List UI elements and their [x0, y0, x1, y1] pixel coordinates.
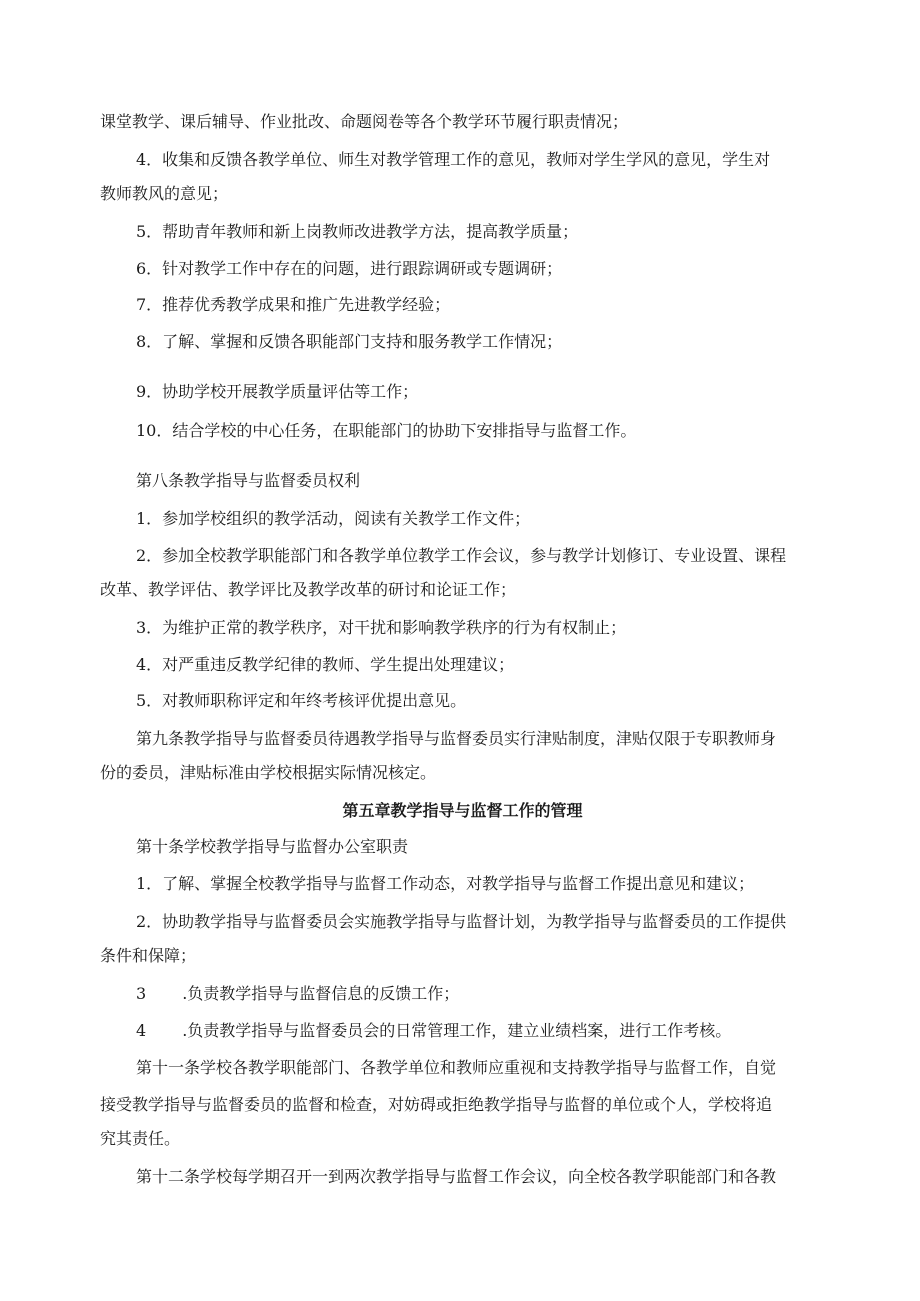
- list-item-5: 5．帮助青年教师和新上岗教师改进教学方法，提高教学质量；: [136, 222, 579, 241]
- list-item-5: 5．对教师职称评定和年终考核评优提出意见。: [136, 691, 467, 710]
- list-item-1: 1．了解、掌握全校教学指导与监督工作动态，对教学指导与监督工作提出意见和建议；: [136, 874, 755, 893]
- article-10-title: 第十条学校教学指导与监督办公室职责: [136, 837, 409, 856]
- list-item-10: 10．结合学校的中心任务，在职能部门的协助下安排指导与监督工作。: [136, 421, 637, 440]
- paragraph-line: 条件和保障；: [100, 946, 197, 965]
- paragraph-line: 教师教风的意见；: [100, 184, 229, 203]
- list-number: 3: [136, 984, 147, 1003]
- paragraph-line: 课堂教学、课后辅导、作业批改、命题阅卷等各个教学环节履行职责情况；: [100, 112, 629, 131]
- paragraph-line: 改革、教学评估、教学评比及教学改革的研讨和论证工作；: [100, 580, 517, 599]
- list-text: .负责教学指导与监督信息的反馈工作；: [182, 984, 460, 1003]
- list-item-4: [136, 1020, 825, 1042]
- paragraph-line: 究其责任。: [100, 1129, 181, 1148]
- list-item-3: 3．为维护正常的教学秩序，对干扰和影响教学秩序的行为有权制止；: [136, 618, 627, 637]
- list-item-6: 6．针对教学工作中存在的问题，进行跟踪调研或专题调研；: [136, 259, 563, 278]
- article-9-paragraph: 第九条教学指导与监督委员待遇教学指导与监督委员实行津贴制度，津贴仅限于专职教师身: [136, 729, 777, 748]
- paragraph-line: 份的委员，津贴标准由学校根据实际情况核定。: [100, 763, 437, 782]
- list-item-3: [136, 983, 825, 1005]
- article-12-paragraph: 第十二条学校每学期召开一到两次教学指导与监督工作会议，向全校各教学职能部门和各教: [136, 1167, 777, 1186]
- list-item-8: 8．了解、掌握和反馈各职能部门支持和服务教学工作情况；: [136, 332, 563, 351]
- list-item-1: 1．参加学校组织的教学活动，阅读有关教学工作文件；: [136, 509, 531, 528]
- list-item-2: 2．协助教学指导与监督委员会实施教学指导与监督计划，为教学指导与监督委员的工作提供: [136, 912, 787, 931]
- article-11-paragraph: 第十一条学校各教学职能部门、各教学单位和教师应重视和支持教学指导与监督工作，自觉: [136, 1058, 777, 1077]
- list-text: .负责教学指导与监督委员会的日常管理工作，建立业绩档案，进行工作考核。: [182, 1021, 732, 1040]
- list-item-4: 4．对严重违反教学纪律的教师、学生提出处理建议；: [136, 655, 515, 674]
- list-number: 4: [136, 1021, 147, 1040]
- list-item-4: 4．收集和反馈各教学单位、师生对教学管理工作的意见，教师对学生学风的意见，学生对: [136, 150, 771, 169]
- chapter-heading: 第五章教学指导与监督工作的管理: [342, 801, 583, 820]
- article-8-title: 第八条教学指导与监督委员权利: [136, 471, 361, 490]
- list-item-2: 2．参加全校教学职能部门和各教学单位教学工作会议，参与教学计划修订、专业设置、课程: [136, 546, 787, 565]
- list-item-9: 9．协助学校开展教学质量评估等工作；: [136, 382, 419, 401]
- paragraph-line: 接受教学指导与监督委员的监督和检查，对妨碍或拒绝教学指导与监督的单位或个人，学校将追: [100, 1095, 773, 1114]
- list-item-7: 7．推荐优秀教学成果和推广先进教学经验；: [136, 295, 451, 314]
